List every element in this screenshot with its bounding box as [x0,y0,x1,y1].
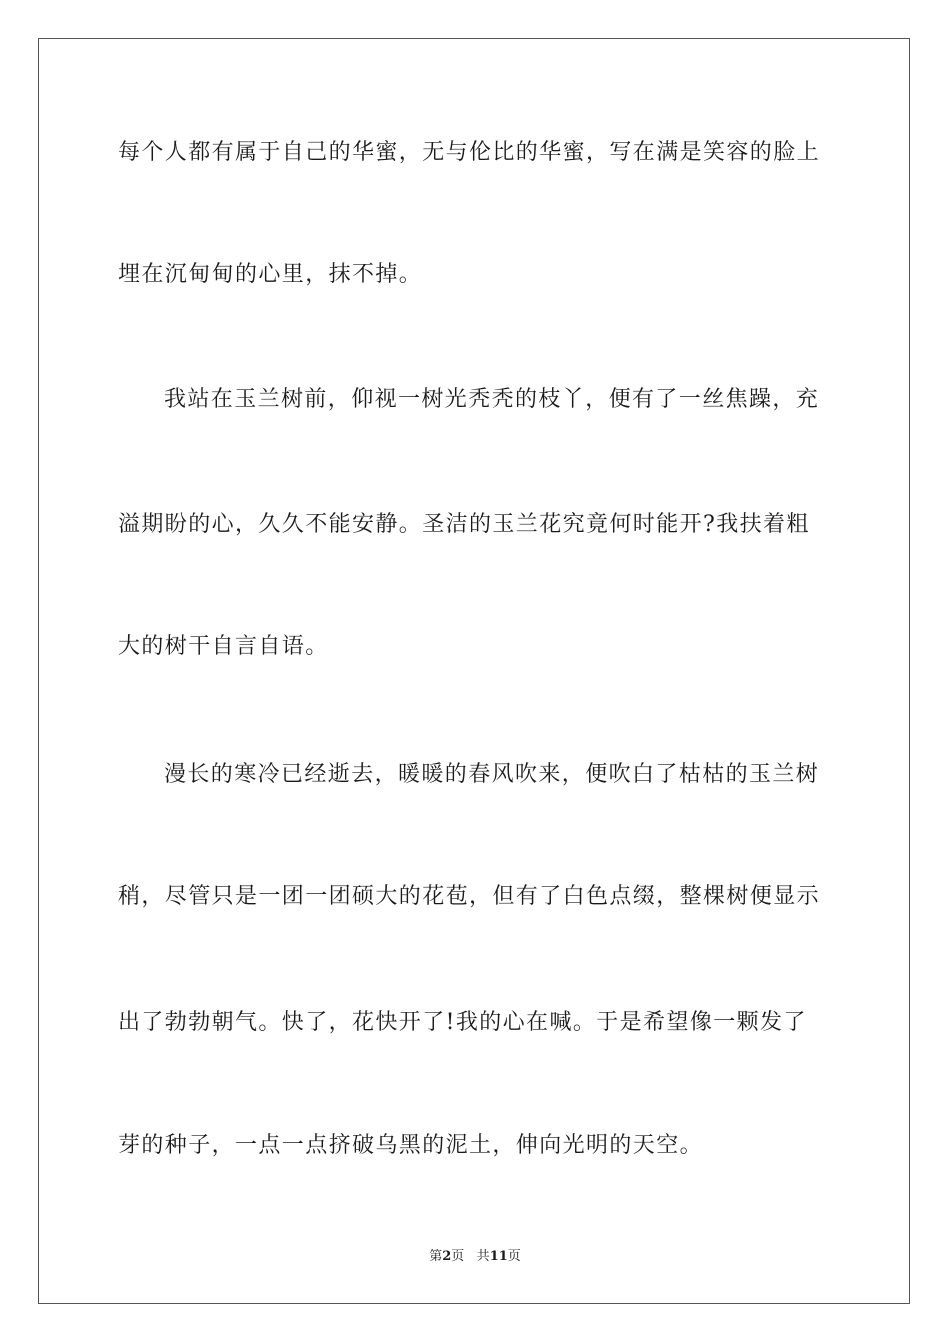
paragraph-line: 稍，尽管只是一团一团硕大的花苞，但有了白色点缀，整棵树便显示 [118,884,821,909]
paragraph-line: 埋在沉甸甸的心里，抹不掉。 [118,262,423,287]
paragraph-line: 每个人都有属于自己的华蜜，无与伦比的华蜜，写在满是笑容的脸上 [118,140,821,165]
page-number-prefix: 第 [429,1249,443,1264]
current-page-number: 2 [442,1249,452,1264]
page-number-suffix: 页 [451,1249,465,1264]
paragraph-line: 我站在玉兰树前，仰视一树光秃秃的枝丫，便有了一丝焦躁，充 [164,387,820,412]
paragraph-line: 溢期盼的心，久久不能安静。圣洁的玉兰花究竟何时能开?我扶着粗 [118,512,810,537]
paragraph-line: 出了勃勃朝气。快了，花快开了!我的心在喊。于是希望像一颗发了 [118,1010,807,1035]
paragraph-line: 芽的种子，一点一点挤破乌黑的泥土，伸向光明的天空。 [118,1133,704,1158]
total-pages-suffix: 页 [507,1249,521,1264]
paragraph-line: 大的树干自言自语。 [118,634,329,659]
paragraph-line: 漫长的寒冷已经逝去，暖暖的春风吹来，便吹白了枯枯的玉兰树 [164,762,820,787]
total-pages-prefix: 共 [476,1249,490,1264]
page-footer [0,1248,950,1266]
page-border [38,38,910,1304]
total-page-count: 11 [489,1249,508,1264]
